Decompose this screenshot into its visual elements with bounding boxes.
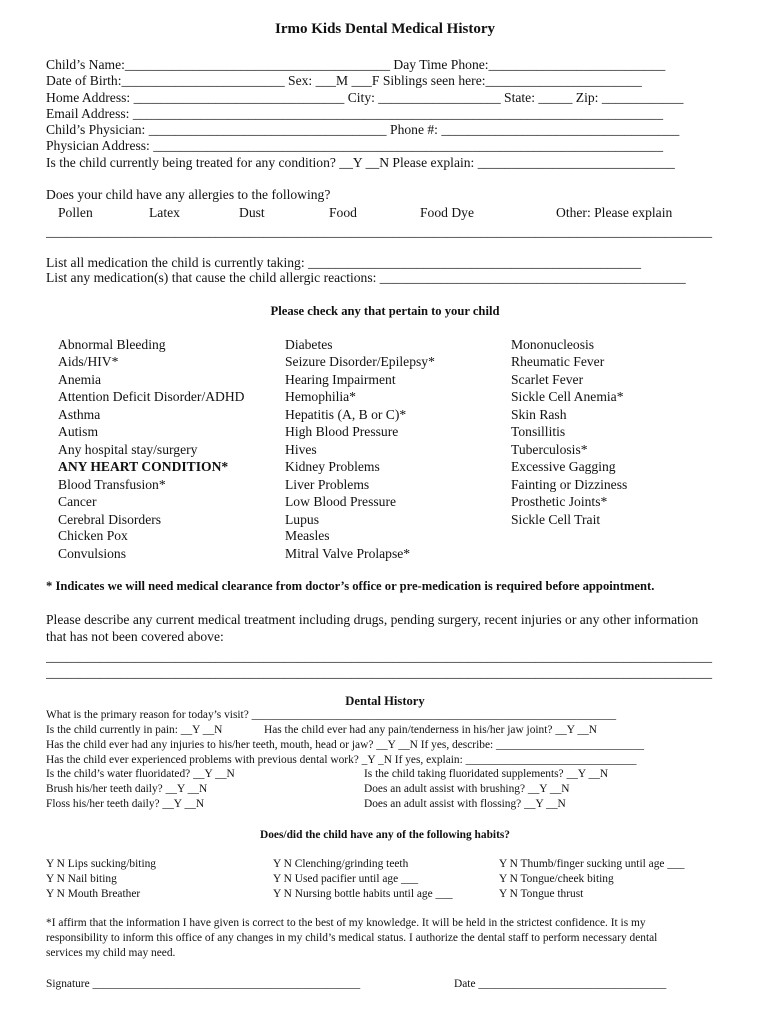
brush-daily-question[interactable]: Brush his/her teeth daily? __Y __N [46, 783, 208, 795]
condition-item[interactable]: Skin Rash [511, 407, 567, 422]
condition-item[interactable]: Attention Deficit Disorder/ADHD [58, 389, 245, 404]
allergic-medications-field[interactable]: List any medication(s) that cause the child allergic reactions: _____________________________________________ [46, 271, 686, 285]
dental-history-heading: Dental History [345, 694, 425, 708]
injuries-question[interactable]: Has the child ever had any injuries to his/her teeth, mouth, head or jaw? __Y __N If yes, describe: __________________________ [46, 740, 645, 751]
condition-item[interactable]: Sickle Cell Anemia* [511, 389, 624, 404]
condition-item[interactable]: Autism [58, 424, 99, 439]
adult-brushing-question[interactable]: Does an adult assist with brushing? __Y __N [364, 783, 570, 795]
signature-field[interactable]: Signature _______________________________________________ [46, 978, 361, 990]
adult-flossing-question[interactable]: Does an adult assist with flossing? __Y __N [364, 798, 566, 810]
condition-item[interactable]: Convulsions [58, 546, 126, 561]
habit-item[interactable]: Y N Tongue/cheek biting [499, 873, 614, 885]
allergy-option[interactable]: Dust [239, 205, 265, 220]
allergy-option[interactable]: Food [329, 205, 357, 220]
condition-item[interactable]: Tuberculosis* [511, 442, 588, 457]
habit-item[interactable]: Y N Lips sucking/biting [46, 858, 157, 870]
condition-item[interactable]: Hepatitis (A, B or C)* [285, 407, 407, 422]
condition-item[interactable]: Low Blood Pressure [285, 494, 397, 509]
condition-item[interactable]: Hives [285, 442, 317, 457]
address-line[interactable]: Home Address: _______________________________ City: __________________ State: _____ Zip: ____________ [46, 91, 684, 105]
condition-item[interactable]: Measles [285, 528, 330, 543]
habit-item[interactable]: Y N Clenching/grinding teeth [273, 858, 409, 870]
describe-prompt-line1: Please describe any current medical treatment including drugs, pending surgery, recent injuries or any other information [46, 612, 699, 627]
condition-item[interactable]: Any hospital stay/surgery [58, 442, 198, 457]
dental-problems-question[interactable]: Has the child ever experienced problems with previous dental work? _Y _N If yes, explain: ______________________________ [46, 755, 637, 766]
condition-item[interactable]: Anemia [58, 372, 102, 387]
condition-item[interactable]: Mononucleosis [511, 337, 595, 352]
describe-prompt-line2: that has not been covered above: [46, 629, 224, 644]
current-medications-field[interactable]: List all medication the child is currently taking: _________________________________________________ [46, 256, 642, 270]
condition-item[interactable]: Hearing Impairment [285, 372, 396, 387]
habit-item[interactable]: Y N Used pacifier until age ___ [273, 873, 419, 885]
condition-item[interactable]: Diabetes [285, 337, 333, 352]
allergy-option[interactable]: Latex [149, 205, 180, 220]
condition-item[interactable]: Hemophilia* [285, 389, 356, 404]
condition-item[interactable]: Chicken Pox [58, 528, 128, 543]
condition-item[interactable]: Abnormal Bleeding [58, 337, 166, 352]
form-title: Irmo Kids Dental Medical History [275, 21, 495, 37]
allergies-explain-line[interactable]: __________________________________________________________________________________________________ [46, 225, 713, 239]
condition-item[interactable]: Blood Transfusion* [58, 477, 166, 492]
floss-daily-question[interactable]: Floss his/her teeth daily? __Y __N [46, 798, 205, 810]
condition-item[interactable]: Tonsillitis [511, 424, 566, 439]
habit-item[interactable]: Y N Thumb/finger sucking until age ___ [499, 858, 685, 870]
condition-item[interactable]: High Blood Pressure [285, 424, 399, 439]
condition-item[interactable]: Sickle Cell Trait [511, 512, 601, 527]
condition-item[interactable]: Cancer [58, 494, 97, 509]
condition-item[interactable]: Excessive Gagging [511, 459, 616, 474]
habits-heading: Does/did the child have any of the following habits? [260, 829, 510, 841]
condition-item[interactable]: Scarlet Fever [511, 372, 584, 387]
date-field[interactable]: Date _________________________________ [454, 978, 667, 990]
describe-blank-line-2[interactable]: __________________________________________________________________________________________________ [46, 666, 713, 680]
condition-item[interactable]: Rheumatic Fever [511, 354, 605, 369]
water-fluoridated-question[interactable]: Is the child’s water fluoridated? __Y __N [46, 768, 235, 780]
condition-item[interactable]: Fainting or Dizziness [511, 477, 628, 492]
allergy-option[interactable]: Pollen [58, 205, 93, 220]
affirmation-line: services my child may need. [46, 947, 176, 959]
condition-item[interactable]: Liver Problems [285, 477, 370, 492]
describe-blank-line-1[interactable]: __________________________________________________________________________________________________ [46, 650, 713, 664]
condition-item[interactable]: Prosthetic Joints* [511, 494, 608, 509]
affirmation-line: *I affirm that the information I have given is correct to the best of my knowledge. It will be held in the strictest confidence. It is my [46, 917, 646, 929]
allergies-question: Does your child have any allergies to the following? [46, 187, 331, 202]
condition-item[interactable]: Aids/HIV* [58, 354, 119, 369]
dob-sex-siblings-line[interactable]: Date of Birth:________________________ Sex: ___M ___F Siblings seen here:_______________________ [46, 74, 642, 88]
physician-address-line[interactable]: Physician Address: ___________________________________________________________________________ [46, 139, 664, 153]
jaw-pain-question[interactable]: Has the child ever had any pain/tenderness in his/her jaw joint? __Y __N [264, 724, 597, 736]
allergy-option[interactable]: Other: Please explain [556, 205, 673, 220]
condition-item[interactable]: Seizure Disorder/Epilepsy* [285, 354, 435, 369]
condition-item[interactable]: Asthma [58, 407, 101, 422]
condition-item[interactable]: Cerebral Disorders [58, 512, 162, 527]
habit-item[interactable]: Y N Mouth Breather [46, 888, 141, 900]
condition-item[interactable]: Mitral Valve Prolapse* [285, 546, 411, 561]
condition-item[interactable]: ANY HEART CONDITION* [58, 459, 229, 474]
visit-reason-field[interactable]: What is the primary reason for today’s visit? ________________________________________________________________ [46, 710, 617, 721]
pain-question[interactable]: Is the child currently in pain: __Y __N [46, 724, 223, 736]
email-line[interactable]: Email Address: ______________________________________________________________________________ [46, 107, 663, 121]
habit-item[interactable]: Y N Nursing bottle habits until age ___ [273, 888, 453, 900]
allergy-option[interactable]: Food Dye [420, 205, 474, 220]
current-treatment-line[interactable]: Is the child currently being treated for any condition? __Y __N Please explain: _____________________________ [46, 156, 675, 170]
fluoride-supplements-question[interactable]: Is the child taking fluoridated supplements? __Y __N [364, 768, 609, 780]
habit-item[interactable]: Y N Nail biting [46, 873, 117, 885]
physician-line[interactable]: Child’s Physician: ___________________________________ Phone #: ___________________________________ [46, 123, 680, 137]
habit-item[interactable]: Y N Tongue thrust [499, 888, 584, 900]
condition-item[interactable]: Lupus [285, 512, 319, 527]
conditions-heading: Please check any that pertain to your child [270, 304, 500, 318]
child-name-phone-line[interactable]: Child’s Name:_______________________________________ Day Time Phone:__________________________ [46, 58, 666, 72]
clearance-note: * Indicates we will need medical clearance from doctor’s office or pre-medication is required before appointment. [46, 579, 655, 593]
affirmation-line: responsibility to inform this office of any changes in my child’s medical status. I authorize the dental staff to perform necessary dental [46, 932, 658, 944]
condition-item[interactable]: Kidney Problems [285, 459, 380, 474]
